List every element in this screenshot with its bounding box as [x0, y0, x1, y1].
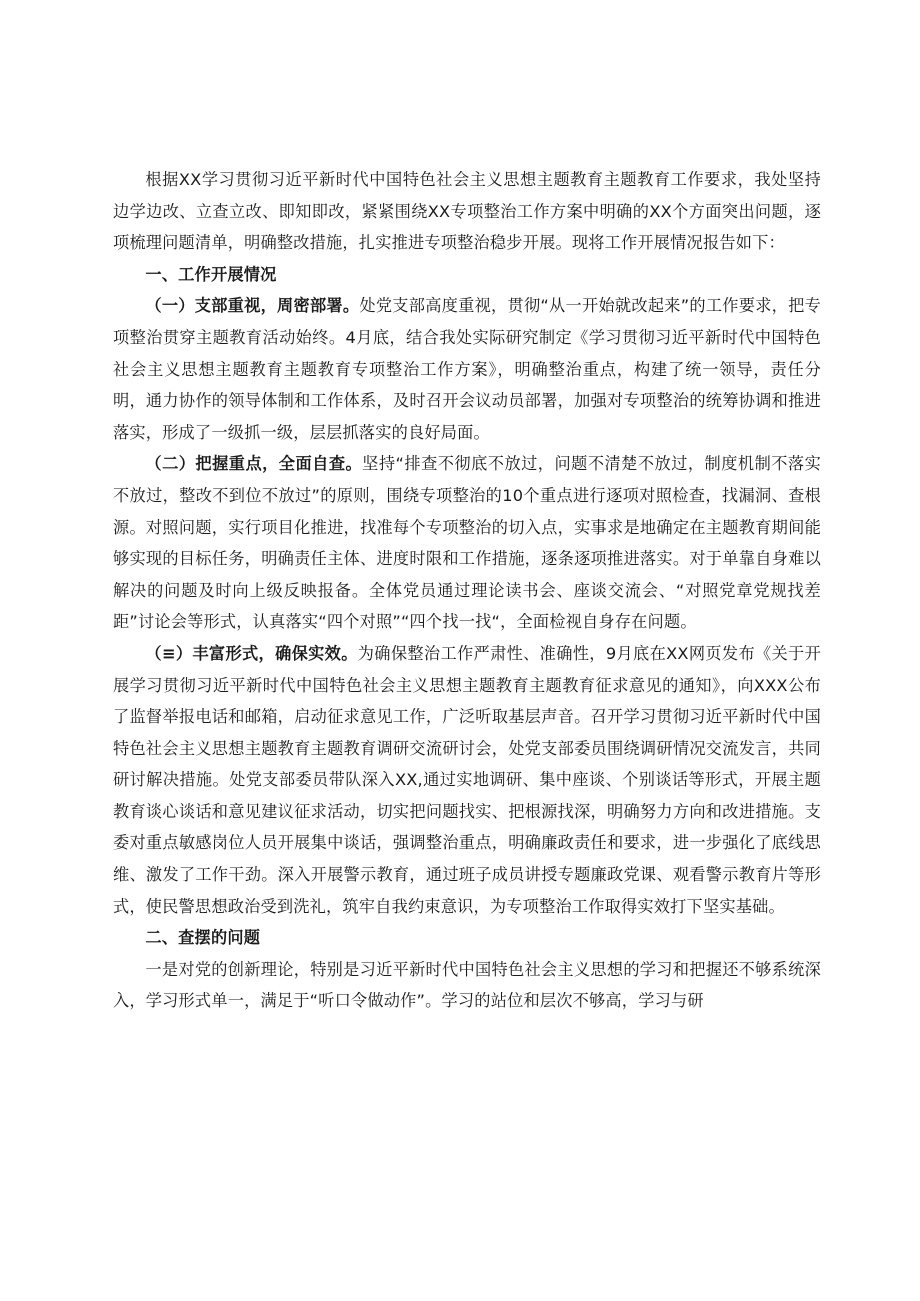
- item-2-lead: （二）把握重点，全面自查。: [145, 454, 363, 474]
- section-1-item-1: [113, 290, 821, 448]
- section-1-heading: 一、工作开展情况: [145, 264, 277, 284]
- item-1-body: 处党支部高度重视，贯彻“从一开始就改起来”的工作要求，把专项整治贯穿主题教育活动始终。4月底，结合我处实际研究制定《学习贯彻习近平新时代中国特色社会主义思想主题教育主题教育专项整治工作方案》，明确整治重点，构建了统一领导，责任分明，通力协作的领导体制和工作体系，及时召开会议动员部署，加强对专项整治的统筹协调和推进落实，形成了一级抓一级，层层抓落实的良好局面。: [113, 296, 821, 442]
- item-1-lead: （一）支部重视，周密部署。: [145, 296, 360, 316]
- intro-paragraph: 根据XX学习贯彻习近平新时代中国特色社会主义思想主题教育主题教育工作要求，我处坚持边学边改、立查立改、即知即改，紧紧围绕XX专项整治工作方案中明确的XX个方面突出问题，逐项梳理问题清单，明确整改措施，扎实推进专项整治稳步开展。现将工作开展情况报告如下：: [113, 170, 821, 253]
- document-body: [113, 164, 821, 1017]
- item-2-body: 坚持“排查不彻底不放过，问题不清楚不放过，制度机制不落实不放过，整改不到位不放过”的原则，围绕专项整治的10个重点进行逐项对照检查，找漏洞、查根源。对照问题，实行项目化推进，找准每个专项整治的切入点，实事求是地确定在主题教育期间能够实现的目标任务，明确责任主体、进度时限和工作措施，逐条逐项推进落实。对于单靠自身难以解决的问题及时向上级反映报备。全体党员通过理论读书会、座谈交流会、“对照党章党规找差距”讨论会等形式，认真落实“四个对照”“四个找一找“，全面检视自身存在问题。: [113, 454, 821, 632]
- item-3-lead: （≡）丰富形式，确保实效。: [145, 643, 358, 663]
- section-2-paragraph-1: 一是对党的创新理论，特别是习近平新时代中国特色社会主义思想的学习和把握还不够系统深入，学习形式单一，满足于“听口令做动作”。学习的站位和层次不够高，学习与研: [113, 959, 821, 1011]
- section-2-heading: 二、查摆的问题: [145, 928, 261, 948]
- section-1-item-3: [113, 638, 821, 922]
- item-3-body: 为确保整治工作严肃性、准确性，9月底在XX网页发布《关于开展学习贯彻习近平新时代中国特色社会主义思想主题教育主题教育征求意见的通知》，向XXX公布了监督举报电话和邮箱，启动征求意见工作，广泛听取基层声音。召开学习贯彻习近平新时代中国特色社会主义思想主题教育主题教育调研交流研讨会，处党支部委员围绕调研情况交流发言，共同研讨解决措施。处党支部委员带队深入XX,通过实地调研、集中座谈、个别谈话等形式，开展主题教育谈心谈话和意见建议征求活动，切实把问题找实、把根源找深，明确努力方向和改进措施。支委对重点敏感岗位人员开展集中谈话，强调整治重点，明确廉政责任和要求，进一步强化了底线思维、激发了工作干劲。深入开展警示教育，通过班子成员讲授专题廉政党课、观看警示教育片等形式，使民警思想政治受到洗礼，筑牢自我约束意识，为专项整治工作取得实效打下坚实基础。: [113, 643, 821, 916]
- section-1-item-2: [113, 448, 821, 638]
